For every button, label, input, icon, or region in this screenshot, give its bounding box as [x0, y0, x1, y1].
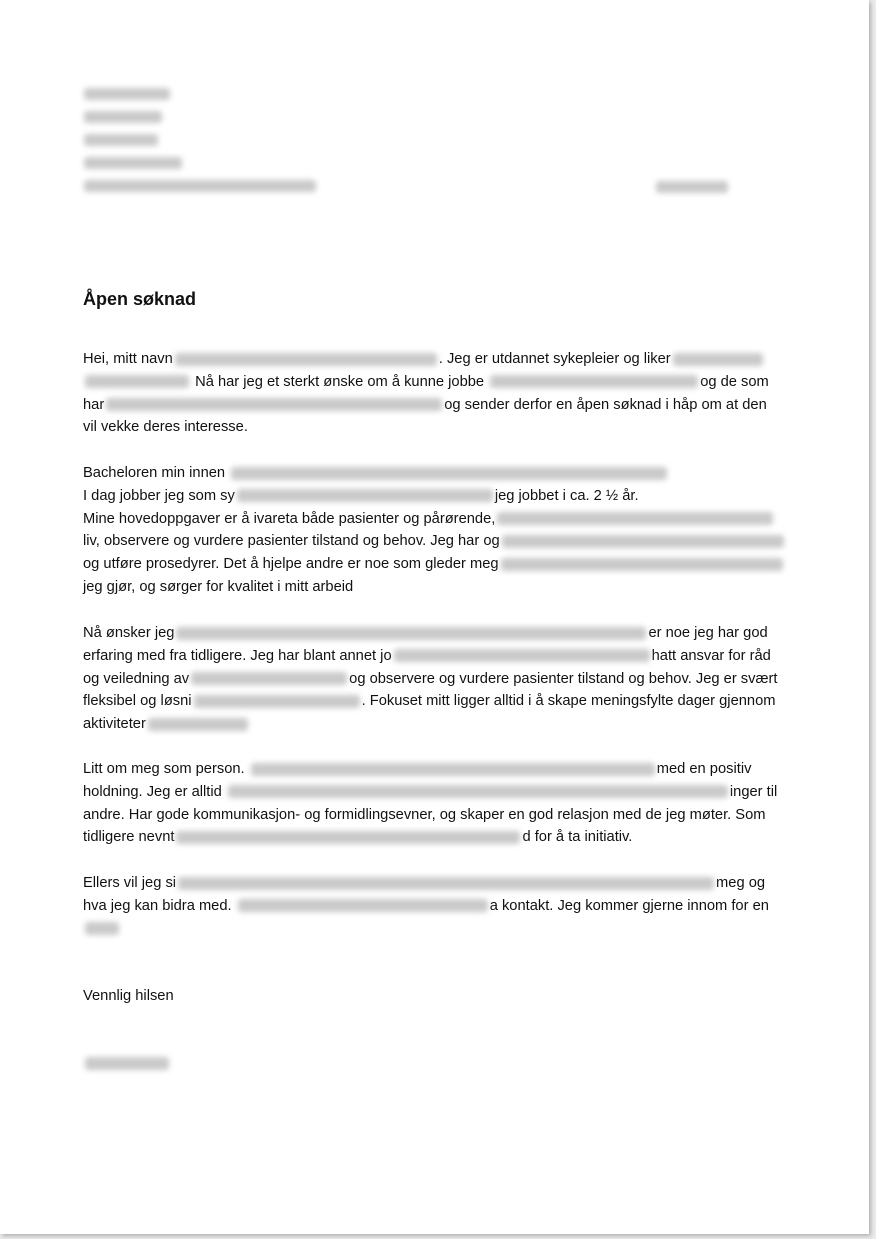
sender-address-block — [84, 85, 316, 200]
paragraph-education: Bacheloren min innen I dag jobber jeg som sy jeg jobbet i ca. 2 ½ år. Mine hovedoppgaver er å ivareta både pasienter og pårørende, liv, observere og vurdere pasienter tilstand og behov. Jeg har og og utføre prosedyrer. Det å hjelpe andre er noe som gleder meg jeg gjør, og sørger for kvalitet i mitt arbeid — [83, 462, 793, 599]
redacted-sender-name — [84, 88, 170, 100]
redacted-phone — [84, 157, 182, 169]
paragraph-closing: Ellers vil jeg si meg og hva jeg kan bidra med. a kontakt. Jeg kommer gjerne innom for en — [83, 872, 793, 940]
letter-title: Åpen søknad — [83, 289, 197, 309]
redacted-street — [84, 111, 162, 123]
paragraph-motivation: Nå ønsker jeg er noe jeg har god erfaring med fra tidligere. Jeg har blant annet jo hatt ansvar for råd og veiledning av og observere og vurdere pasienter tilstand og behov. Jeg er svært fleksibel og løsni . Fokuset mitt ligger alltid i å skape meningsfylte dager gjennom aktiviteter — [83, 625, 778, 733]
paragraph-personality: Litt om meg som person. med en positiv holdning. Jeg er alltid inger til andre. Har gode kommunikasjon- og formidlingsevner, og skaper en god relasjon med de jeg møter. Som tidligere nevnt d for å ta initiativ. — [83, 761, 778, 846]
paragraph-intro: Hei, mitt navn . Jeg er utdannet sykepleier og liker Nå har jeg et sterkt ønske om å kunne jobbe og de som har og sender derfor en åpen søknad i håp om at den vil vekke deres interesse. — [83, 351, 769, 436]
closing-salutation: Vennlig hilsen — [83, 988, 174, 1004]
redacted-email — [84, 180, 316, 192]
redacted-date — [656, 178, 728, 196]
redacted-signature-name — [83, 1052, 793, 1075]
redacted-postcode — [84, 134, 158, 146]
